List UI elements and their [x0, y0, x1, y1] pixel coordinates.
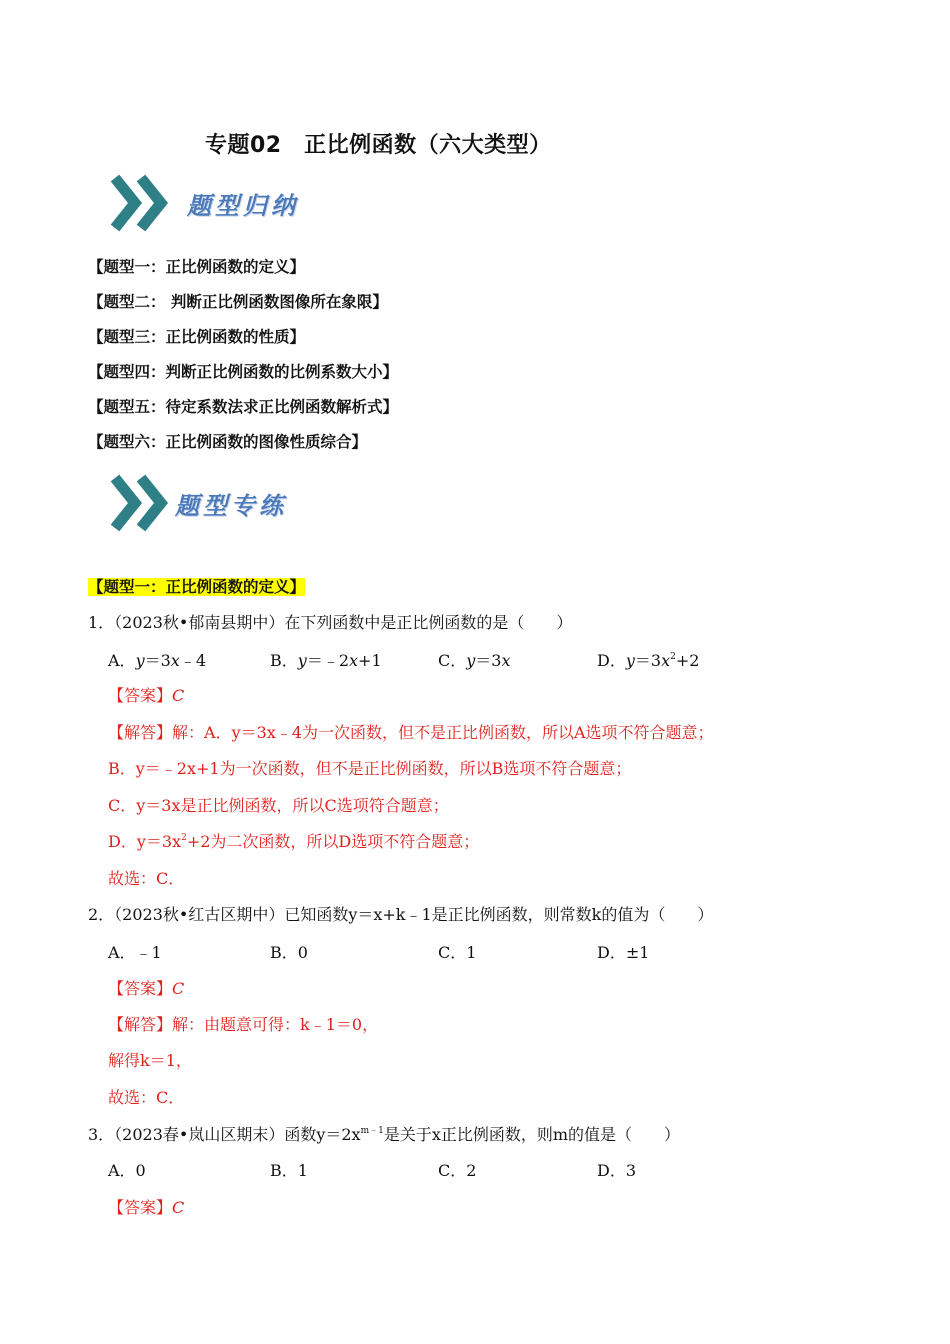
q1-solution-line-1: 【解答】解：A．y＝3x﹣4为一次函数，但不是正比例函数，所以A选项不符合题意；: [108, 723, 714, 742]
q1-option-d: D．$y=3x^2+2$: [597, 651, 700, 670]
q3-stem: 3．（2023春•岚山区期末）函数$y=2x^{m﹣1}$是关于x正比例函数，则m的值是（ ）: [88, 1125, 681, 1144]
practice-banner: [105, 470, 335, 536]
q2-option-b: B．0: [270, 943, 308, 962]
q2-solution-line-1: 【解答】解：由题意可得：k﹣1＝0，: [108, 1015, 379, 1034]
q3-option-b: B．1: [270, 1161, 308, 1180]
q1-solution-line-2: B．y＝﹣2x+1为一次函数，但不是正比例函数，所以B选项不符合题意；: [108, 759, 632, 778]
type-list-item-3: 【题型三：正比例函数的性质】: [88, 328, 306, 346]
type-list-item-5: 【题型五：待定系数法求正比例函数解析式】: [88, 398, 399, 416]
q1-stem: 1．（2023秋•郁南县期中）在下列函数中是正比例函数的是（ ）: [88, 613, 573, 632]
q3-option-d: D．3: [597, 1161, 637, 1180]
q3-answer: 【答案】C: [108, 1198, 185, 1217]
q2-option-a: A．﹣1: [108, 943, 162, 962]
q1-solution-line-3: C．y＝3x是正比例函数，所以C选项符合题意；: [108, 796, 449, 815]
q3-option-c: C．2: [438, 1161, 477, 1180]
summary-banner-label: 题型归纳: [187, 191, 299, 220]
q1-option-c: C．y＝3x: [438, 651, 511, 670]
section-header-close: 】: [289, 578, 306, 596]
practice-banner-label: 题型专练: [175, 491, 287, 520]
q2-option-c: C．1: [438, 943, 477, 962]
q2-stem: 2．（2023秋•红古区期中）已知函数y＝x+k﹣1是正比例函数，则常数k的值为（ ）: [88, 905, 714, 924]
double-chevron-icon: [105, 170, 175, 236]
q1-option-b: B．y＝﹣2x+1: [270, 651, 382, 670]
q2-solution-line-3: 故选：C．: [108, 1088, 185, 1107]
type-list-item-6: 【题型六：正比例函数的图像性质综合】: [88, 433, 368, 451]
page-title: 专题02 正比例函数（六大类型）: [205, 133, 552, 158]
section-header: [88, 575, 305, 597]
type-list-item-4: 【题型四：判断正比例函数的比例系数大小】: [88, 363, 399, 381]
q1-option-a: A．y＝3x﹣4: [108, 651, 207, 670]
q1-answer: 【答案】C: [108, 686, 185, 705]
q1-solution-line-4: D．$y=3x^2+2$为二次函数，所以D选项不符合题意；: [108, 832, 480, 851]
q1-solution-line-5: 故选：C．: [108, 869, 185, 888]
type-list-item-2: 【题型二： 判断正比例函数图像所在象限】: [88, 293, 388, 311]
summary-banner: [105, 170, 335, 236]
q2-option-d: D．±1: [597, 943, 650, 962]
q2-answer: 【答案】C: [108, 979, 185, 998]
section-header-title: 正比例函数的定义: [165, 578, 290, 596]
section-header-open: 【题型一：: [88, 578, 166, 596]
q2-solution-line-2: 解得k＝1，: [108, 1051, 192, 1070]
q3-option-a: A．0: [108, 1161, 146, 1180]
double-chevron-icon: [105, 470, 175, 536]
type-list-item-1: 【题型一：正比例函数的定义】: [88, 258, 306, 276]
